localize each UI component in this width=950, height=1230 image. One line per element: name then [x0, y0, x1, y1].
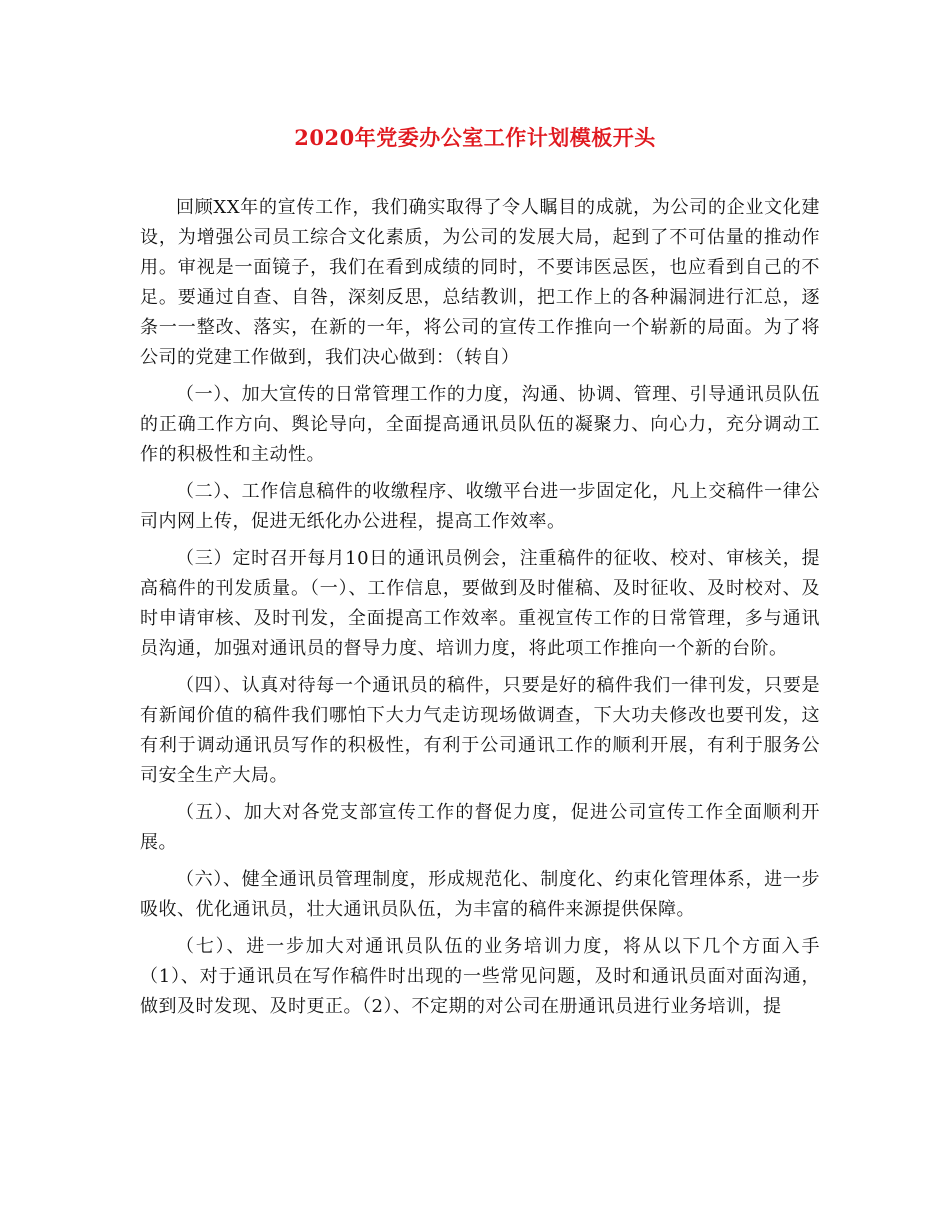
document-body	[140, 193, 820, 1029]
paragraph-item-5: （五）、加大对各党支部宣传工作的督促力度，促进公司宣传工作全面顺利开展。	[140, 802, 820, 853]
paragraph-item-3: （三）定时召开每月10日的通讯员例会，注重稿件的征收、校对、审核关，提高稿件的刊发质量。（一）、工作信息，要做到及时催稿、及时征收、及时校对、及时申请审核、及时刊发，全面提高工作效率。重视宣传工作的日常管理，多与通讯员沟通，加强对通讯员的督导力度、培训力度，将此项工作推向一个新的台阶。	[140, 548, 820, 659]
document-title: 2020年党委办公室工作计划模板开头	[294, 125, 656, 150]
paragraph-intro: 回顾XX年的宣传工作，我们确实取得了令人瞩目的成就，为公司的企业文化建设，为增强公司员工综合文化素质，为公司的发展大局，起到了不可估量的推动作用。审视是一面镜子，我们在看到成绩的同时，不要讳医忌医，也应看到自己的不足。要通过自查、自咎，深刻反思，总结教训，把工作上的各种漏洞进行汇总，逐条一一整改、落实，在新的一年，将公司的宣传工作推向一个崭新的局面。为了将公司的党建工作做到，我们决心做到：（转自）	[140, 197, 820, 368]
paragraph-item-1: （一）、加大宣传的日常管理工作的力度，沟通、协调、管理、引导通讯员队伍的正确工作方向、舆论导向，全面提高通讯员队伍的凝聚力、向心力，充分调动工作的积极性和主动性。	[140, 384, 820, 465]
paragraph-item-6: （六）、健全通讯员管理制度，形成规范化、制度化、约束化管理体系，进一步吸收、优化通讯员，壮大通讯员队伍，为丰富的稿件来源提供保障。	[140, 869, 820, 920]
paragraph-item-2: （二）、工作信息稿件的收缴程序、收缴平台进一步固定化，凡上交稿件一律公司内网上传，促进无纸化办公进程，提高工作效率。	[140, 481, 820, 532]
paragraph-item-7: （七）、进一步加大对通讯员队伍的业务培训力度，将从以下几个方面入手（1）、对于通讯员在写作稿件时出现的一些常见问题，及时和通讯员面对面沟通，做到及时发现、及时更正。（2）、不定期的对公司在册通讯员进行业务培训，提	[140, 936, 820, 1017]
paragraph-item-4: （四）、认真对待每一个通讯员的稿件，只要是好的稿件我们一律刊发，只要是有新闻价值的稿件我们哪怕下大力气走访现场做调查，下大功夫修改也要刊发，这有利于调动通讯员写作的积极性，有利于公司通讯工作的顺利开展，有利于服务公司安全生产大局。	[140, 675, 820, 786]
